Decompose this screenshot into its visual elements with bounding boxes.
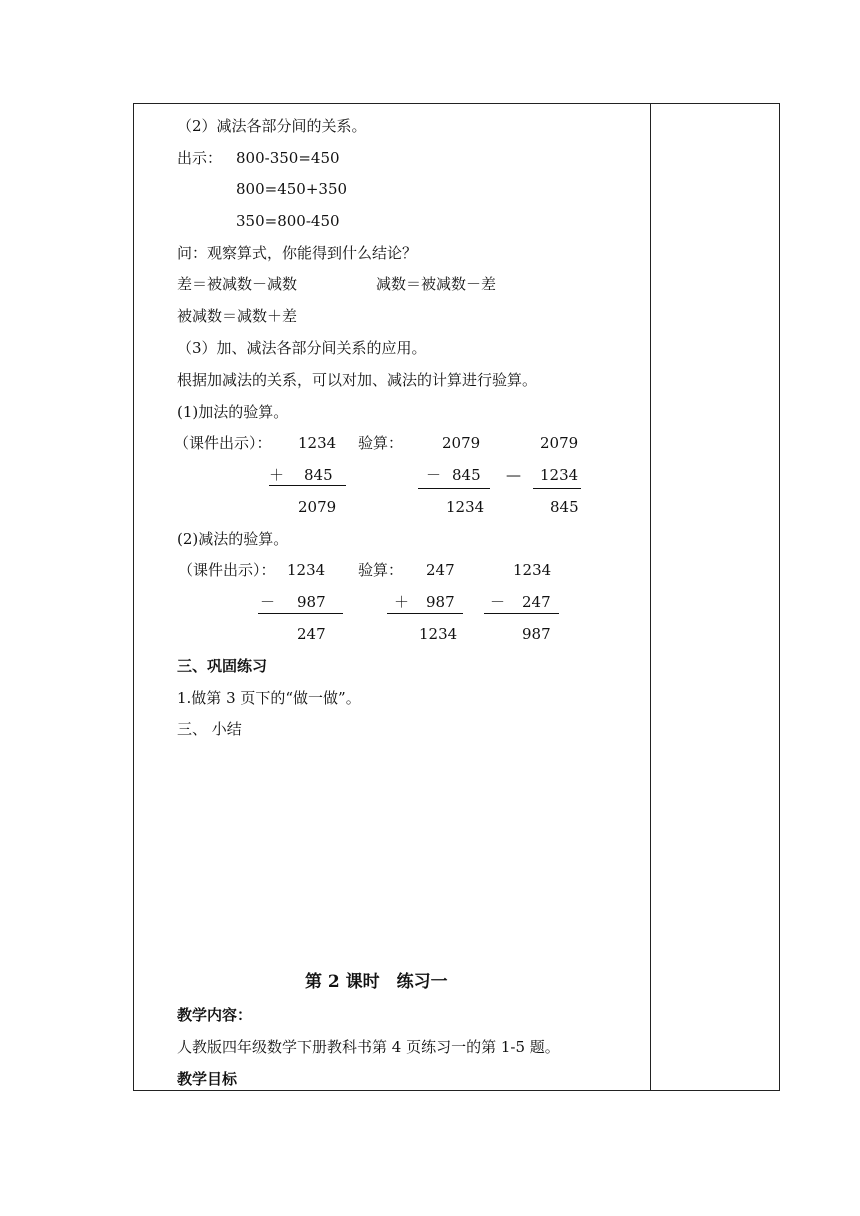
check-label-sub: 验算：: [358, 561, 404, 579]
add-check2-top: 2079: [540, 434, 579, 452]
sub-mid-number: 987: [297, 593, 326, 611]
rule-minuend: 被减数＝减数＋差: [177, 307, 298, 325]
add-check1-top: 2079: [442, 434, 481, 452]
sub-check1-operator: ＋: [394, 593, 410, 611]
sub-check2-rule: [484, 613, 559, 614]
summary-heading: 三、 小结: [177, 720, 242, 738]
addition-check-heading: (1)加法的验算。: [177, 403, 289, 421]
add-check1-result: 1234: [446, 498, 485, 516]
lesson-2-title: 第 2 课时 练习一: [305, 972, 448, 992]
equation-1: 800-350=450: [236, 149, 340, 167]
sub-result-rule: [258, 613, 343, 614]
application-intro: 根据加减法的关系，可以对加、减法的计算进行验算。: [177, 371, 538, 389]
goals-heading: 教学目标: [177, 1070, 238, 1088]
sub-result: 247: [297, 625, 326, 643]
sub-check2-result: 987: [522, 625, 551, 643]
content-heading: 教学内容：: [177, 1006, 253, 1024]
sub-operator: －: [260, 593, 276, 611]
sub-check2-mid: 247: [522, 593, 551, 611]
practice-heading: 三、巩固练习: [177, 657, 268, 675]
add-check2-mid: 1234: [540, 466, 579, 484]
sub-check1-mid: 987: [426, 593, 455, 611]
practice-item-1: 1.做第 3 页下的“做一做”。: [177, 689, 361, 707]
rule-subtrahend: 减数＝被减数－差: [376, 275, 497, 293]
section-heading-subtraction-relations: （2）减法各部分间的关系。: [177, 117, 367, 135]
add-sum-rule: [269, 485, 346, 486]
equation-2: 800=450+350: [236, 180, 348, 198]
add-check2-rule: [533, 488, 581, 489]
table-column-divider: [650, 103, 651, 1091]
sub-check2-top: 1234: [513, 561, 552, 579]
section-heading-application: （3）加、减法各部分间关系的应用。: [177, 339, 427, 357]
sub-check1-result: 1234: [419, 625, 458, 643]
sub-check1-rule: [387, 613, 463, 614]
add-check1-mid: 845: [452, 466, 481, 484]
add-check2-operator: —: [506, 466, 521, 484]
add-check1-rule: [418, 488, 490, 489]
add-operator: ＋: [269, 466, 285, 484]
add-check2-result: 845: [550, 498, 579, 516]
subtraction-check-heading: (2)减法的验算。: [177, 530, 289, 548]
equation-3: 350=800-450: [236, 212, 340, 230]
add-top-number: 1234: [298, 434, 337, 452]
check-label-add: 验算：: [358, 434, 404, 452]
question-text: 问：观察算式，你能得到什么结论？: [177, 244, 418, 262]
rule-difference: 差＝被减数－减数: [177, 275, 298, 293]
add-check1-operator: －: [426, 466, 442, 484]
add-mid-number: 845: [304, 466, 333, 484]
sub-check1-top: 247: [426, 561, 455, 579]
content-text: 人教版四年级数学下册教科书第 4 页练习一的第 1-5 题。: [177, 1038, 560, 1056]
show-label: 出示：: [177, 149, 223, 167]
courseware-label-sub: （课件出示）：: [178, 561, 276, 579]
courseware-label-add: （课件出示）：: [174, 434, 272, 452]
add-result: 2079: [298, 498, 337, 516]
sub-check2-operator: －: [490, 593, 506, 611]
sub-top-number: 1234: [287, 561, 326, 579]
